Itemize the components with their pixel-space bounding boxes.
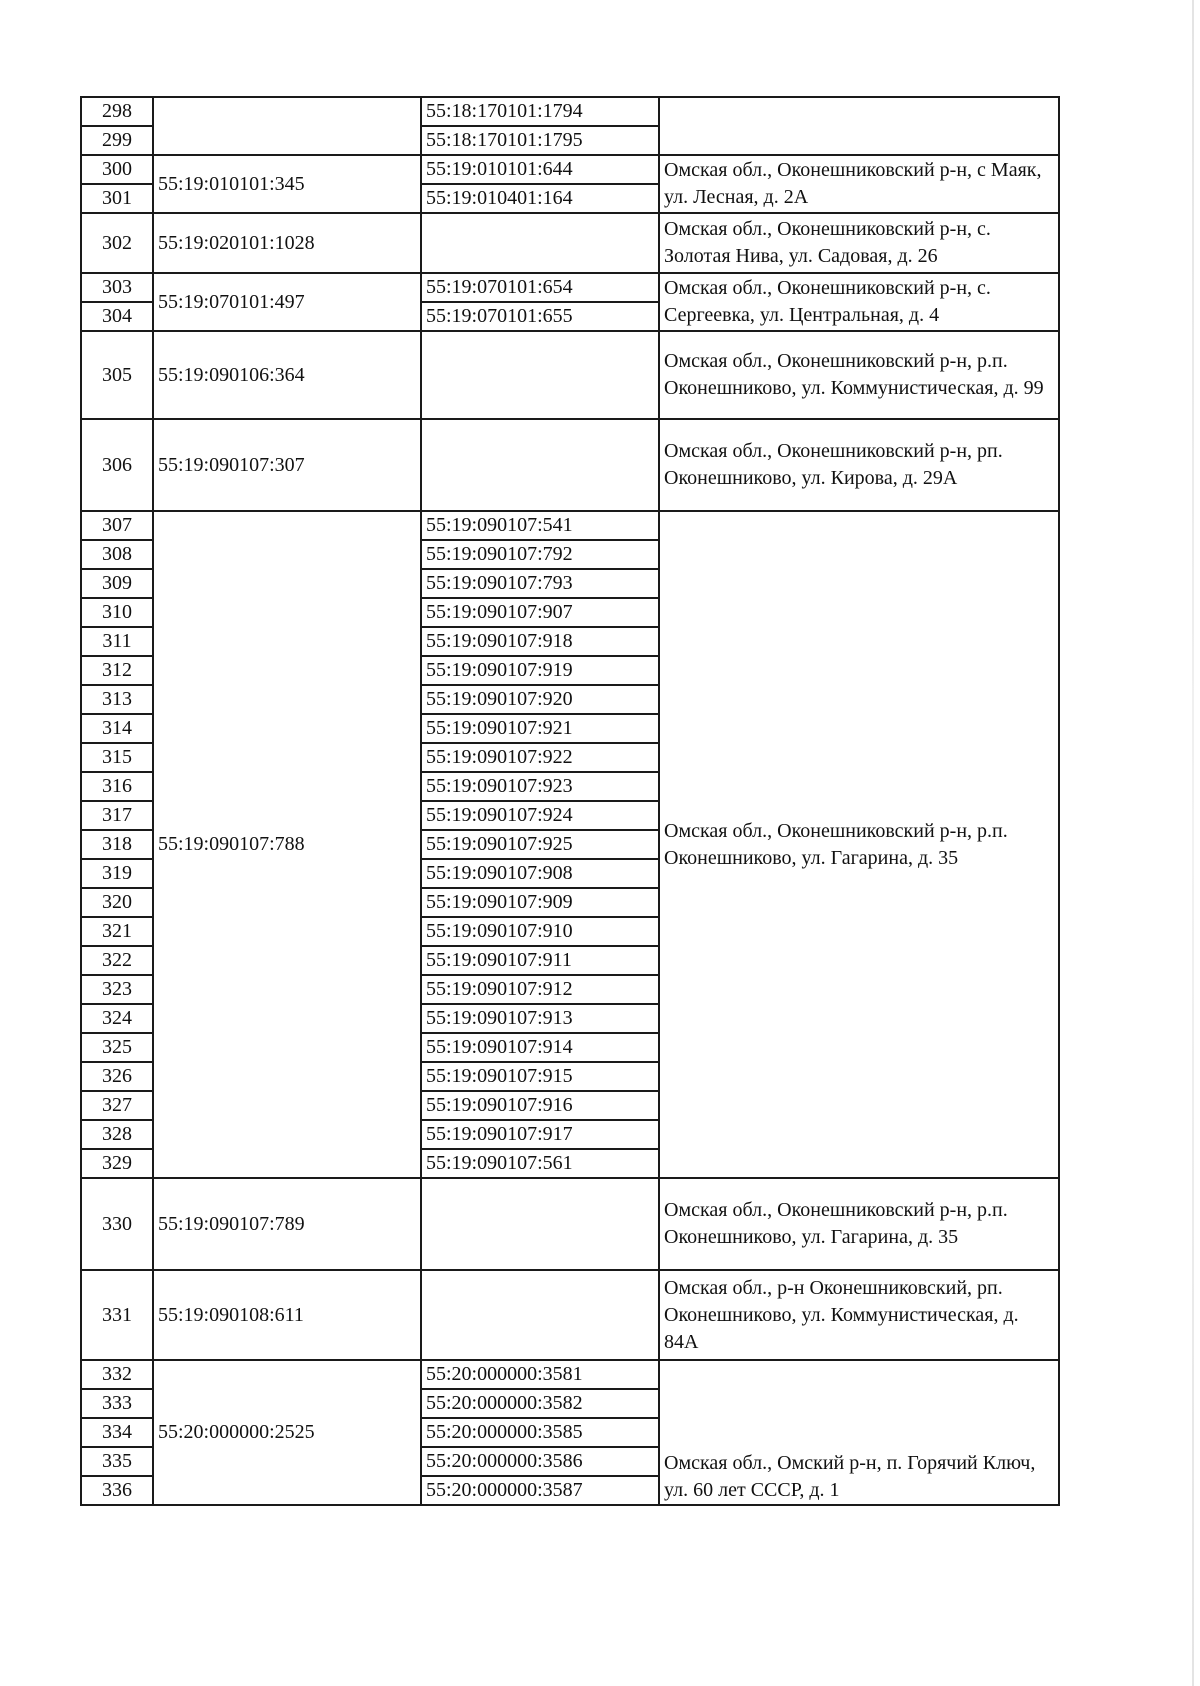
address: Омская обл., Омский р-н, п. Горячий Ключ, ул. 60 лет СССР, д. 1 — [659, 1360, 1059, 1505]
address: Омская обл., Оконешниковский р-н, р.п. Оконешниково, ул. Гагарина, д. 35 — [659, 511, 1059, 1178]
object-cadastral-number: 55:19:090107:908 — [421, 859, 659, 888]
object-cadastral-number: 55:18:170101:1794 — [421, 97, 659, 126]
object-cadastral-number: 55:19:090107:916 — [421, 1091, 659, 1120]
row-number: 298 — [81, 97, 153, 126]
parcel-cadastral-number — [153, 97, 421, 155]
object-cadastral-number: 55:19:090107:910 — [421, 917, 659, 946]
object-cadastral-number: 55:19:090107:909 — [421, 888, 659, 917]
row-number: 328 — [81, 1120, 153, 1149]
parcel-cadastral-number: 55:19:070101:497 — [153, 273, 421, 331]
table-row — [81, 1270, 1059, 1360]
row-number: 305 — [81, 331, 153, 419]
row-number: 321 — [81, 917, 153, 946]
row-number: 302 — [81, 213, 153, 273]
object-cadastral-number: 55:19:090107:907 — [421, 598, 659, 627]
object-cadastral-number: 55:20:000000:3585 — [421, 1418, 659, 1447]
row-number: 315 — [81, 743, 153, 772]
address: Омская обл., Оконешниковский р-н, р.п. Оконешниково, ул. Гагарина, д. 35 — [659, 1178, 1059, 1270]
object-cadastral-number: 55:19:070101:655 — [421, 302, 659, 331]
row-number: 318 — [81, 830, 153, 859]
row-number: 310 — [81, 598, 153, 627]
table-row — [81, 155, 1059, 184]
object-cadastral-number — [421, 331, 659, 419]
row-number: 319 — [81, 859, 153, 888]
object-cadastral-number: 55:19:090107:917 — [421, 1120, 659, 1149]
address — [659, 97, 1059, 155]
parcel-cadastral-number: 55:20:000000:2525 — [153, 1360, 421, 1505]
object-cadastral-number: 55:20:000000:3582 — [421, 1389, 659, 1418]
row-number: 320 — [81, 888, 153, 917]
object-cadastral-number: 55:19:090107:919 — [421, 656, 659, 685]
address: Омская обл., Оконешниковский р-н, с. Сергеевка, ул. Центральная, д. 4 — [659, 273, 1059, 331]
address: Омская обл., р-н Оконешниковский, рп. Оконешниково, ул. Коммунистическая, д. 84А — [659, 1270, 1059, 1360]
object-cadastral-number: 55:19:090107:914 — [421, 1033, 659, 1062]
object-cadastral-number: 55:19:090107:922 — [421, 743, 659, 772]
row-number: 313 — [81, 685, 153, 714]
object-cadastral-number: 55:19:090107:792 — [421, 540, 659, 569]
object-cadastral-number: 55:20:000000:3587 — [421, 1476, 659, 1505]
row-number: 334 — [81, 1418, 153, 1447]
table-row — [81, 1360, 1059, 1389]
object-cadastral-number — [421, 1178, 659, 1270]
object-cadastral-number: 55:20:000000:3581 — [421, 1360, 659, 1389]
object-cadastral-number: 55:19:090107:921 — [421, 714, 659, 743]
parcel-cadastral-number: 55:19:090107:307 — [153, 419, 421, 511]
row-number: 299 — [81, 126, 153, 155]
row-number: 336 — [81, 1476, 153, 1505]
object-cadastral-number: 55:19:090107:793 — [421, 569, 659, 598]
row-number: 332 — [81, 1360, 153, 1389]
parcel-cadastral-number: 55:19:010101:345 — [153, 155, 421, 213]
table-row — [81, 511, 1059, 540]
table-row — [81, 1178, 1059, 1270]
object-cadastral-number: 55:19:010401:164 — [421, 184, 659, 213]
address: Омская обл., Оконешниковский р-н, с. Золотая Нива, ул. Садовая, д. 26 — [659, 213, 1059, 273]
row-number: 308 — [81, 540, 153, 569]
row-number: 323 — [81, 975, 153, 1004]
row-number: 331 — [81, 1270, 153, 1360]
object-cadastral-number: 55:19:090107:918 — [421, 627, 659, 656]
row-number: 329 — [81, 1149, 153, 1178]
address: Омская обл., Оконешниковский р-н, с Маяк, ул. Лесная, д. 2А — [659, 155, 1059, 213]
parcel-cadastral-number: 55:19:090107:788 — [153, 511, 421, 1178]
row-number: 311 — [81, 627, 153, 656]
object-cadastral-number: 55:19:010101:644 — [421, 155, 659, 184]
parcel-cadastral-number: 55:19:090108:611 — [153, 1270, 421, 1360]
row-number: 314 — [81, 714, 153, 743]
row-number: 317 — [81, 801, 153, 830]
object-cadastral-number: 55:19:090107:561 — [421, 1149, 659, 1178]
object-cadastral-number: 55:19:090107:920 — [421, 685, 659, 714]
row-number: 316 — [81, 772, 153, 801]
object-cadastral-number: 55:20:000000:3586 — [421, 1447, 659, 1476]
row-number: 322 — [81, 946, 153, 975]
cadastral-table — [80, 96, 1060, 1506]
row-number: 307 — [81, 511, 153, 540]
row-number: 309 — [81, 569, 153, 598]
row-number: 304 — [81, 302, 153, 331]
row-number: 335 — [81, 1447, 153, 1476]
table-row — [81, 419, 1059, 511]
object-cadastral-number: 55:19:090107:925 — [421, 830, 659, 859]
object-cadastral-number: 55:19:090107:915 — [421, 1062, 659, 1091]
table-row — [81, 273, 1059, 302]
row-number: 333 — [81, 1389, 153, 1418]
object-cadastral-number — [421, 419, 659, 511]
object-cadastral-number — [421, 213, 659, 273]
object-cadastral-number: 55:18:170101:1795 — [421, 126, 659, 155]
object-cadastral-number: 55:19:090107:541 — [421, 511, 659, 540]
object-cadastral-number: 55:19:090107:924 — [421, 801, 659, 830]
object-cadastral-number: 55:19:090107:911 — [421, 946, 659, 975]
row-number: 306 — [81, 419, 153, 511]
row-number: 330 — [81, 1178, 153, 1270]
object-cadastral-number: 55:19:070101:654 — [421, 273, 659, 302]
object-cadastral-number — [421, 1270, 659, 1360]
row-number: 312 — [81, 656, 153, 685]
parcel-cadastral-number: 55:19:020101:1028 — [153, 213, 421, 273]
table-row — [81, 331, 1059, 419]
table-row — [81, 97, 1059, 126]
object-cadastral-number: 55:19:090107:923 — [421, 772, 659, 801]
row-number: 324 — [81, 1004, 153, 1033]
object-cadastral-number: 55:19:090107:913 — [421, 1004, 659, 1033]
scan-edge — [1192, 0, 1194, 1686]
row-number: 303 — [81, 273, 153, 302]
row-number: 300 — [81, 155, 153, 184]
table-row — [81, 213, 1059, 273]
row-number: 325 — [81, 1033, 153, 1062]
parcel-cadastral-number: 55:19:090107:789 — [153, 1178, 421, 1270]
address: Омская обл., Оконешниковский р-н, р.п. Оконешниково, ул. Коммунистическая, д. 99 — [659, 331, 1059, 419]
row-number: 301 — [81, 184, 153, 213]
object-cadastral-number: 55:19:090107:912 — [421, 975, 659, 1004]
row-number: 326 — [81, 1062, 153, 1091]
row-number: 327 — [81, 1091, 153, 1120]
parcel-cadastral-number: 55:19:090106:364 — [153, 331, 421, 419]
address: Омская обл., Оконешниковский р-н, рп. Оконешниково, ул. Кирова, д. 29А — [659, 419, 1059, 511]
